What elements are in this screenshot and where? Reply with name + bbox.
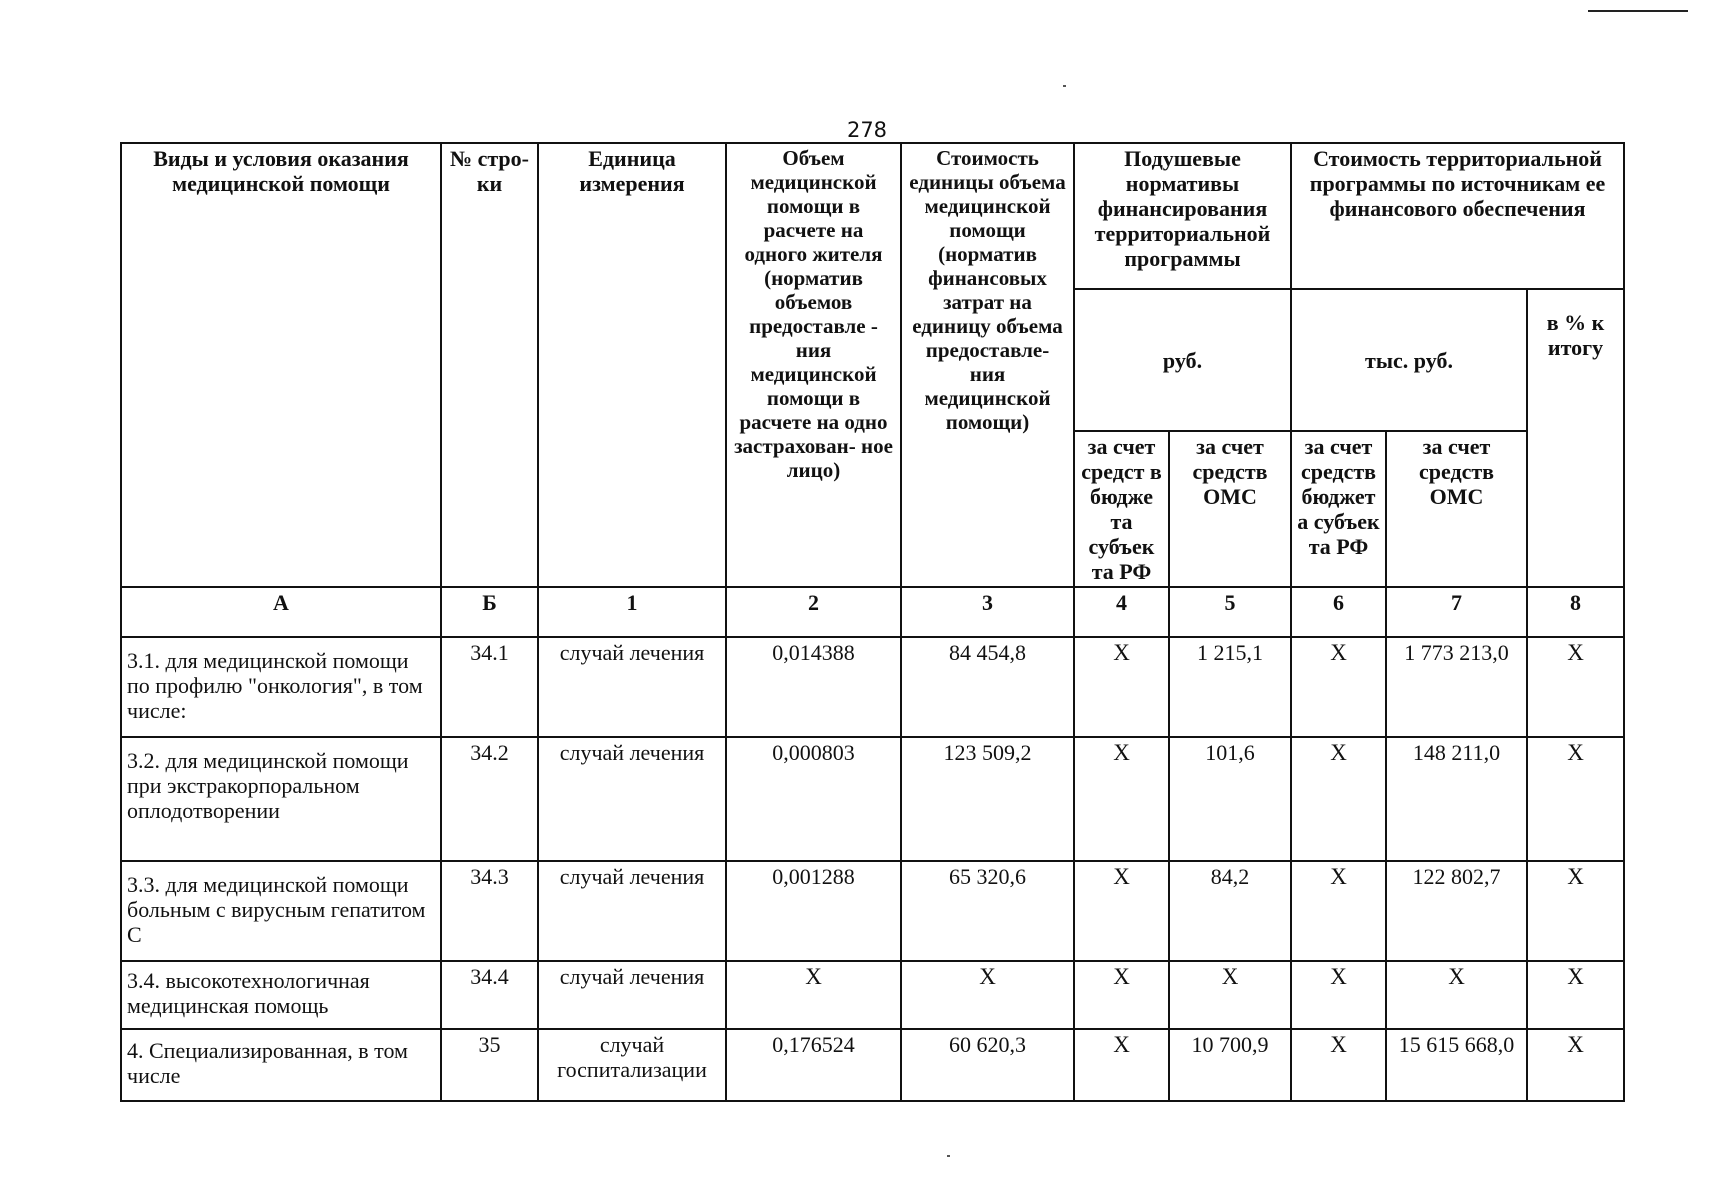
row-percent: Х (1527, 1029, 1624, 1101)
row-per-capita-budget: Х (1074, 737, 1169, 861)
table-row (121, 861, 1624, 961)
row-per-capita-budget: Х (1074, 861, 1169, 961)
index-cell: 7 (1386, 587, 1527, 637)
row-percent: Х (1527, 737, 1624, 861)
header-cost-group: Стоимость территориальной программы по источникам ее финансового обеспечения (1291, 143, 1624, 289)
header-col-b: № стро-ки (441, 143, 538, 587)
row-unit-cost: 65 320,6 (901, 861, 1074, 961)
header-unit-thousand-rub: тыс. руб. (1291, 289, 1527, 431)
row-per-capita-oms: 101,6 (1169, 737, 1291, 861)
row-line-number: 34.2 (441, 737, 538, 861)
row-unit: случай госпитализации (538, 1029, 726, 1101)
row-unit: случай лечения (538, 737, 726, 861)
scan-speck (1063, 85, 1066, 87)
header-col-6: за счет средств бюджет а субъек та РФ (1291, 431, 1386, 587)
header-col-4: за счет средст в бюдже та субъек та РФ (1074, 431, 1169, 587)
header-unit-rub: руб. (1074, 289, 1291, 431)
index-cell: 4 (1074, 587, 1169, 637)
row-per-capita-budget: Х (1074, 1029, 1169, 1101)
row-percent: Х (1527, 961, 1624, 1029)
row-per-capita-oms: Х (1169, 961, 1291, 1029)
row-cost-oms: 1 773 213,0 (1386, 637, 1527, 737)
row-unit-cost: Х (901, 961, 1074, 1029)
table-row (121, 1029, 1624, 1101)
header-col-a: Виды и условия оказания медицинской помощи (121, 143, 441, 587)
row-cost-oms: 122 802,7 (1386, 861, 1527, 961)
row-cost-budget: Х (1291, 737, 1386, 861)
row-volume: 0,014388 (726, 637, 901, 737)
row-per-capita-budget: Х (1074, 637, 1169, 737)
index-cell: 2 (726, 587, 901, 637)
row-cost-budget: Х (1291, 637, 1386, 737)
row-cost-oms: 148 211,0 (1386, 737, 1527, 861)
header-row-1 (121, 143, 1624, 289)
row-line-number: 34.4 (441, 961, 538, 1029)
row-cost-budget: Х (1291, 861, 1386, 961)
row-label: 3.1. для медицинской помощи по профилю "онкология", в том числе: (121, 637, 441, 737)
index-cell: Б (441, 587, 538, 637)
row-unit: случай лечения (538, 637, 726, 737)
row-cost-budget: Х (1291, 961, 1386, 1029)
header-col-1: Единица измерения (538, 143, 726, 587)
header-col-7: за счет средств ОМС (1386, 431, 1527, 587)
row-line-number: 34.1 (441, 637, 538, 737)
budget-table (120, 142, 1625, 1102)
row-unit: случай лечения (538, 961, 726, 1029)
table-row (121, 637, 1624, 737)
row-per-capita-oms: 84,2 (1169, 861, 1291, 961)
header-col-3: Стоимость единицы объема медицинской помощи (норматив финансовых затрат на единицу объема предоставле- ния медицинской помощи) (901, 143, 1074, 587)
row-percent: Х (1527, 861, 1624, 961)
index-cell: 3 (901, 587, 1074, 637)
page-number: 278 (846, 118, 888, 142)
table-row (121, 961, 1624, 1029)
index-cell: А (121, 587, 441, 637)
row-label: 3.3. для медицинской помощи больным с вирусным гепатитом С (121, 861, 441, 961)
row-per-capita-budget: Х (1074, 961, 1169, 1029)
row-per-capita-oms: 10 700,9 (1169, 1029, 1291, 1101)
index-cell: 6 (1291, 587, 1386, 637)
table-row (121, 737, 1624, 861)
row-unit-cost: 123 509,2 (901, 737, 1074, 861)
row-cost-budget: Х (1291, 1029, 1386, 1101)
row-line-number: 34.3 (441, 861, 538, 961)
row-volume: 0,001288 (726, 861, 901, 961)
index-cell: 5 (1169, 587, 1291, 637)
row-volume: 0,176524 (726, 1029, 901, 1101)
header-per-capita-group: Подушевые нормативы финансирования территориальной программы (1074, 143, 1291, 289)
row-label: 4. Специализированная, в том числе (121, 1029, 441, 1101)
row-volume: Х (726, 961, 901, 1029)
index-cell: 1 (538, 587, 726, 637)
row-line-number: 35 (441, 1029, 538, 1101)
row-unit-cost: 60 620,3 (901, 1029, 1074, 1101)
scan-speck (947, 1155, 950, 1157)
row-volume: 0,000803 (726, 737, 901, 861)
row-label: 3.2. для медицинской помощи при экстракорпоральном оплодотворении (121, 737, 441, 861)
row-label: 3.4. высокотехнологичная медицинская помощь (121, 961, 441, 1029)
scan-corner-mark (1588, 0, 1688, 12)
row-cost-oms: 15 615 668,0 (1386, 1029, 1527, 1101)
header-col-2: Объем медицинской помощи в расчете на одного жителя (норматив объемов предоставле - ния медицинской помощи в расчете на одно застрахован- ное лицо) (726, 143, 901, 587)
row-unit-cost: 84 454,8 (901, 637, 1074, 737)
row-per-capita-oms: 1 215,1 (1169, 637, 1291, 737)
row-cost-oms: Х (1386, 961, 1527, 1029)
header-col-5: за счет средств ОМС (1169, 431, 1291, 587)
row-unit: случай лечения (538, 861, 726, 961)
header-col-8: в % к итогу (1527, 289, 1624, 587)
column-index-row (121, 587, 1624, 637)
index-cell: 8 (1527, 587, 1624, 637)
row-percent: Х (1527, 637, 1624, 737)
